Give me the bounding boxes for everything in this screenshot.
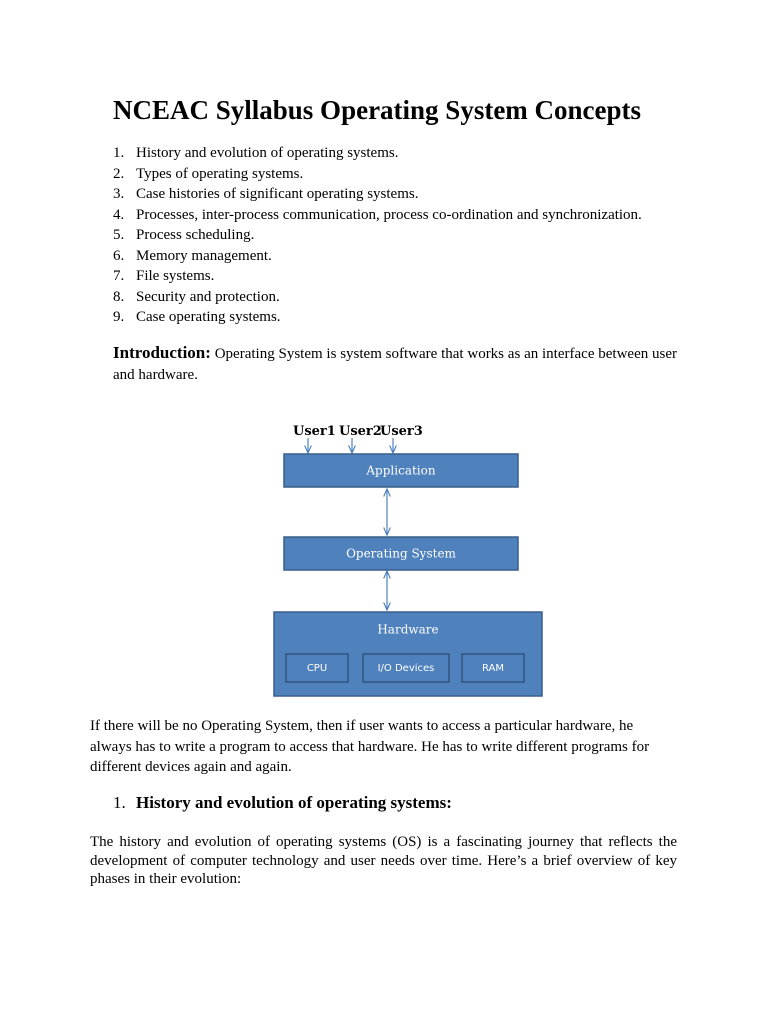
list-item-text: Processes, inter-process communication, process co-ordination and synchronization. — [136, 206, 642, 223]
list-number: 5. — [113, 227, 125, 243]
io-devices-label: I/O Devices — [377, 663, 435, 674]
list-item-text: Case histories of significant operating systems. — [136, 186, 419, 202]
list-number: 1. — [113, 145, 125, 161]
section-heading — [113, 792, 452, 814]
list-item-text: File systems. — [136, 268, 215, 284]
list-number: 9. — [113, 309, 125, 325]
page-title: NCEAC Syllabus Operating System Concepts — [113, 95, 642, 125]
list-number: 3. — [113, 186, 125, 202]
application-label: Application — [366, 463, 436, 478]
list-number: 4. — [113, 206, 125, 223]
intro-text: Operating System is system software that works as an interface between user and hardware. — [113, 346, 677, 383]
list-number: 2. — [113, 165, 125, 182]
ram-label: RAM — [481, 663, 505, 674]
cpu-label: CPU — [306, 663, 328, 674]
section-heading-text: History and evolution of operating systems: — [136, 793, 452, 812]
list-item-text: History and evolution of operating systems. — [136, 145, 399, 161]
hardware-label: Hardware — [377, 622, 439, 637]
list-item-text: Types of operating systems. — [136, 165, 304, 182]
user1-label: User1 — [293, 424, 336, 439]
list-number: 7. — [113, 268, 125, 284]
user3-label: User3 — [380, 424, 423, 439]
list-item-text: Memory management. — [136, 247, 272, 264]
intro-lead: Introduction: — [113, 343, 211, 362]
operating-system-label: Operating System — [346, 546, 456, 561]
list-item-text: Security and protection. — [136, 288, 280, 305]
list-item-text: Process scheduling. — [136, 227, 255, 243]
list-item-text: Case operating systems. — [136, 309, 281, 325]
list-number: 6. — [113, 247, 125, 264]
list-number: 8. — [113, 288, 125, 305]
no-os-paragraph: If there will be no Operating System, then if user wants to access a particular hardware, he always has to write a program to access that hardware. He has to write different programs for different devices again and again. — [90, 718, 650, 775]
user2-label: User2 — [339, 424, 382, 439]
section-number: 1. — [113, 793, 126, 812]
history-paragraph: The history and evolution of operating systems (OS) is a fascinating journey that reflects the development of computer technology and user needs over time. Here’s a brief overview of key phases in their evolution: — [90, 834, 677, 887]
